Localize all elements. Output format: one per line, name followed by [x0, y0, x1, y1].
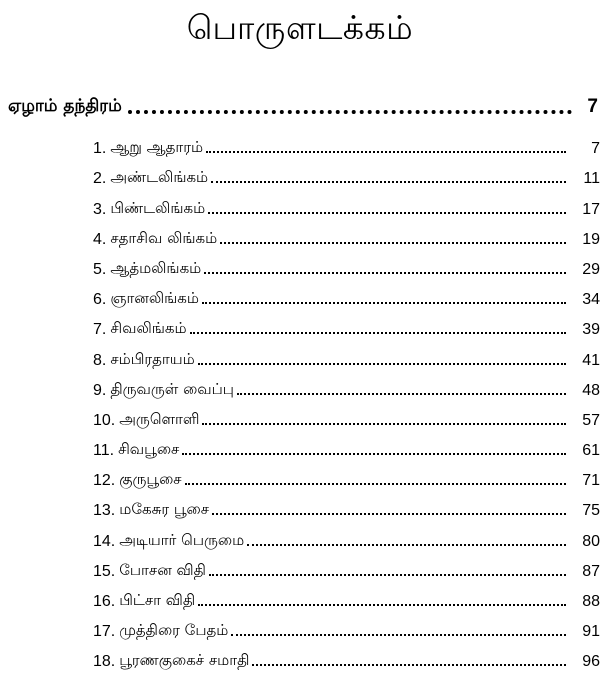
toc-entry[interactable]	[93, 400, 600, 430]
toc-entry-title: அருளொளி	[119, 409, 200, 428]
toc-entry-page-number: 48	[582, 381, 600, 399]
dot-leader	[182, 453, 566, 455]
toc-entry-title: ஆறு ஆதாரம்	[110, 138, 204, 157]
dot-leader	[202, 302, 566, 304]
toc-entry-page-number: 11	[583, 170, 600, 188]
toc-entry-number: 2.	[93, 170, 107, 188]
toc-entry[interactable]	[93, 309, 600, 339]
toc-entry-number: 10.	[93, 411, 116, 429]
section-heading-title: ஏழாம் தந்திரம்	[8, 96, 122, 116]
toc-entry[interactable]	[93, 520, 600, 550]
page-title: பொருளடக்கம்	[186, 8, 414, 47]
toc-entry-title: பிட்சா விதி	[119, 591, 196, 609]
toc-entry-page-number: 75	[582, 502, 600, 520]
toc-entry[interactable]	[93, 158, 600, 188]
toc-entry-page-number: 91	[582, 623, 600, 641]
toc-entry[interactable]	[93, 219, 600, 249]
toc-entry-title: குருபூசை	[119, 470, 182, 489]
toc-entry[interactable]	[93, 490, 600, 520]
toc-entry-page-number: 39	[582, 321, 600, 339]
toc-entry[interactable]	[93, 339, 600, 369]
toc-entry[interactable]	[93, 641, 600, 671]
toc-entry-page-number: 61	[582, 442, 600, 460]
toc-entry-title: திருவருள் வைப்பு	[110, 379, 234, 398]
toc-entry-title: பிண்டலிங்கம்	[110, 198, 206, 217]
toc-entry[interactable]	[93, 611, 600, 641]
toc-entry[interactable]	[93, 188, 600, 218]
toc-entry-number: 4.	[93, 230, 107, 248]
toc-entry-page-number: 7	[591, 140, 600, 158]
toc-entry-page-number: 71	[582, 472, 600, 490]
toc-entry-title: சதாசிவ லிங்கம்	[110, 228, 218, 247]
toc-entry-page-number: 29	[582, 260, 600, 278]
dot-leader	[211, 181, 566, 183]
dot-leader	[220, 242, 566, 244]
toc-entry[interactable]	[93, 581, 600, 611]
toc-entry-page-number: 96	[582, 653, 600, 671]
toc-entry-number: 18.	[93, 653, 116, 671]
toc-entry-page-number: 87	[582, 562, 600, 580]
dot-leader	[198, 604, 566, 606]
dot-leader	[185, 483, 566, 485]
toc-entry-title: சிவபூசை	[118, 440, 180, 459]
toc-entry-list	[93, 128, 600, 671]
toc-entry[interactable]	[93, 551, 600, 581]
dot-leader	[128, 110, 572, 114]
toc-entry[interactable]	[93, 370, 600, 400]
toc-entry-title: முத்திரை பேதம்	[119, 621, 229, 640]
toc-entry[interactable]	[93, 430, 600, 460]
toc-entry-number: 1.	[93, 140, 107, 158]
toc-entry[interactable]	[93, 128, 600, 158]
toc-entry-title: அண்டலிங்கம்	[110, 168, 209, 187]
dot-leader	[209, 574, 566, 576]
toc-entry-page-number: 57	[582, 411, 600, 429]
dot-leader	[231, 634, 566, 636]
toc-entry-number: 16.	[93, 593, 116, 610]
toc-entry-number: 9.	[93, 381, 107, 399]
dot-leader	[190, 332, 566, 334]
toc-entry-page-number: 41	[582, 351, 600, 369]
section-page-number: 7	[587, 96, 598, 117]
toc-entry-page-number: 19	[582, 230, 600, 248]
toc-entry-number: 15.	[93, 562, 116, 580]
section-heading-row[interactable]	[8, 92, 598, 118]
dot-leader	[208, 212, 566, 214]
toc-entry-number: 3.	[93, 200, 107, 218]
toc-entry[interactable]	[93, 279, 600, 309]
toc-entry-number: 17.	[93, 623, 116, 641]
toc-entry[interactable]	[93, 460, 600, 490]
dot-leader	[247, 544, 566, 546]
dot-leader	[252, 664, 566, 666]
toc-entry-page-number: 88	[582, 593, 600, 610]
toc-entry-number: 5.	[93, 260, 107, 278]
toc-entry-title: சம்பிரதாயம்	[110, 349, 195, 368]
dot-leader	[202, 423, 566, 425]
dot-leader	[198, 363, 566, 365]
toc-entry-number: 6.	[93, 291, 107, 309]
toc-entry-page-number: 34	[582, 291, 600, 309]
dot-leader	[206, 151, 566, 153]
toc-entry-number: 14.	[93, 532, 116, 550]
toc-entry-title: சிவலிங்கம்	[110, 319, 187, 338]
toc-entry-title: அடியார் பெருமை	[119, 530, 245, 549]
toc-entry-number: 7.	[93, 321, 107, 339]
toc-entry-title: போசன விதி	[119, 560, 206, 579]
toc-entry-number: 8.	[93, 351, 107, 369]
toc-entry-title: பூரணகுகைச் சமாதி	[119, 651, 250, 670]
toc-entry-number: 11.	[93, 442, 115, 460]
dot-leader	[212, 513, 566, 515]
toc-entry-title: ஞானலிங்கம்	[110, 289, 199, 308]
toc-entry-title: ஆத்மலிங்கம்	[110, 258, 202, 277]
toc-entry[interactable]	[93, 249, 600, 279]
dot-leader	[204, 272, 566, 274]
toc-entry-page-number: 80	[582, 532, 600, 550]
dot-leader	[237, 393, 566, 395]
toc-entry-page-number: 17	[582, 200, 600, 218]
toc-entry-number: 12.	[93, 472, 116, 490]
toc-entry-number: 13.	[93, 502, 116, 520]
toc-entry-title: மகேசுர பூசை	[119, 500, 210, 519]
